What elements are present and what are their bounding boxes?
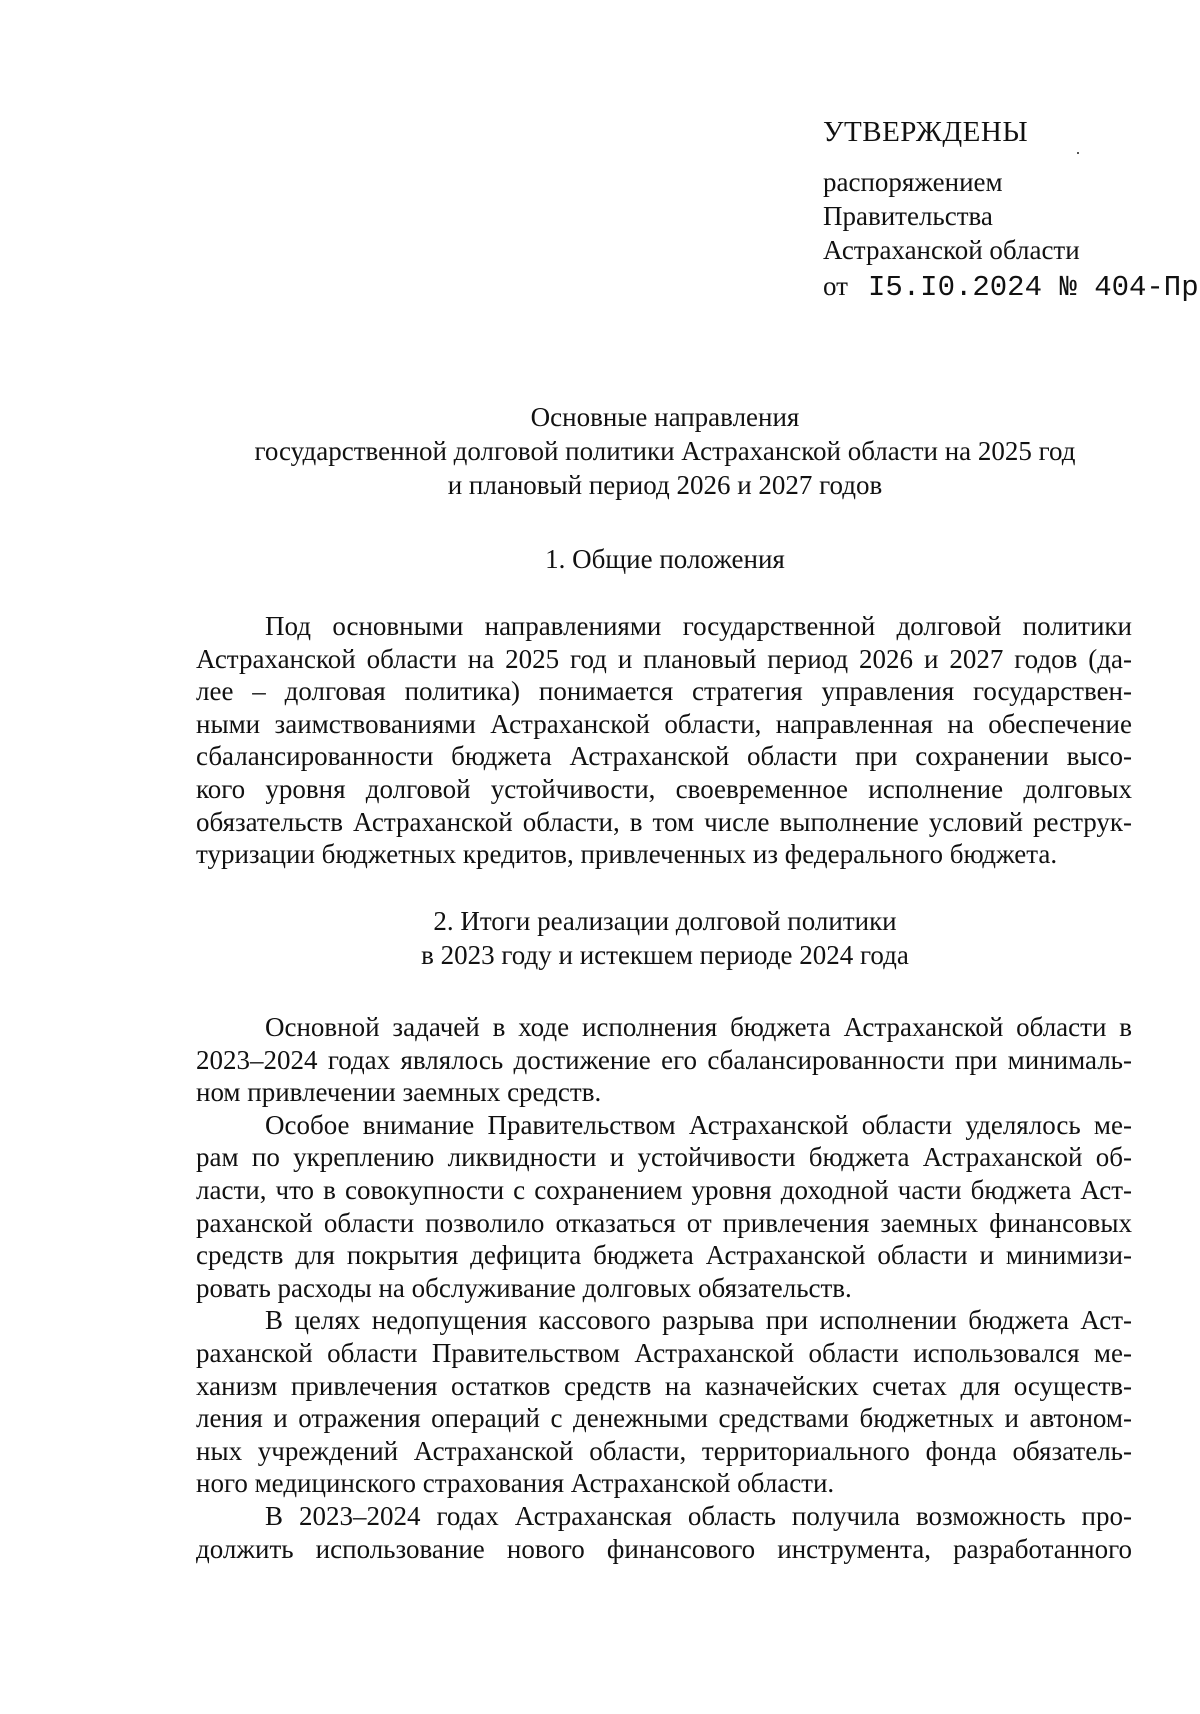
- paragraph-line: ления и отражения операций с денежными средствами бюджетных и автоном-: [196, 1403, 1132, 1434]
- heading-line: в 2023 году и истекшем периоде 2024 года: [421, 940, 909, 970]
- paragraph-line: ного медицинского страхования Астраханской области.: [196, 1468, 835, 1499]
- paragraph-line: Под основными направлениями государственной долговой политики: [265, 611, 1132, 641]
- paragraph-line: раханской области Правительством Астраханской области использовался ме-: [196, 1337, 1132, 1368]
- section-1-heading: 1. Общие положения: [545, 544, 785, 574]
- paragraph-line: ханизм привлечения остатков средств на казначейских счетах для осуществ-: [196, 1370, 1132, 1401]
- date-prefix: от: [823, 271, 848, 301]
- approval-date-row: [823, 269, 1199, 305]
- scan-speck: [1077, 152, 1079, 154]
- section-1-paragraph: [196, 610, 1132, 871]
- section-2-body: [196, 1011, 1132, 1565]
- approval-line: распоряжением: [823, 167, 1003, 197]
- paragraph-line: Астраханской области на 2025 год и плановый период 2026 и 2027 годов (да-: [196, 643, 1132, 674]
- paragraph-line: ласти, что в совокупности с сохранением уровня доходной части бюджета Аст-: [196, 1174, 1132, 1205]
- title-line: и плановый период 2026 и 2027 годов: [447, 470, 883, 500]
- paragraph-line: ными заимствованиями Астраханской области, направленная на обеспечение: [196, 708, 1132, 739]
- paragraph-line: 2023–2024 годах являлось достижение его сбалансированности при минималь-: [196, 1044, 1132, 1075]
- paragraph-line: раханской области позволило отказаться от привлечения заемных финансовых: [196, 1207, 1132, 1238]
- heading-line: 2. Итоги реализации долговой политики: [433, 906, 897, 936]
- paragraph-line: Особое внимание Правительством Астраханской области уделялось ме-: [265, 1109, 1132, 1140]
- paragraph-line: средств для покрытия дефицита бюджета Астраханской области и минимизи-: [196, 1240, 1132, 1271]
- approval-line: Правительства: [823, 201, 993, 231]
- paragraph-line: сбалансированности бюджета Астраханской области при сохранении высо-: [196, 741, 1132, 772]
- paragraph-line: лее – долговая политика) понимается стратегия управления государствен-: [196, 676, 1132, 707]
- paragraph-line: туризации бюджетных кредитов, привлеченных из федерального бюджета.: [196, 839, 1058, 870]
- paragraph-line: ных учреждений Астраханской области, территориального фонда обязатель-: [196, 1435, 1132, 1466]
- paragraph-line: ровать расходы на обслуживание долговых обязательств.: [196, 1272, 852, 1303]
- paragraph-line: В целях недопущения кассового разрыва при исполнении бюджета Аст-: [265, 1305, 1132, 1336]
- paragraph-line: рам по укреплению ликвидности и устойчивости бюджета Астраханской об-: [196, 1142, 1132, 1173]
- approval-heading: УТВЕРЖДЕНЫ: [823, 116, 1029, 148]
- title-line: Основные направления: [530, 402, 800, 432]
- approval-line: Астраханской области: [823, 235, 1080, 265]
- date-stamp: I5.I0.2024 № 404-Пр: [867, 271, 1199, 304]
- paragraph-line: должить использование нового финансового инструмента, разработанного: [196, 1533, 1132, 1564]
- paragraph-line: кого уровня долговой устойчивости, своевременное исполнение долговых: [196, 773, 1132, 804]
- paragraph-line: обязательств Астраханской области, в том числе выполнение условий реструк-: [196, 806, 1132, 837]
- title-line: государственной долговой политики Астраханской области на 2025 год: [254, 436, 1076, 466]
- paragraph-line: В 2023–2024 годах Астраханская область получила возможность про-: [265, 1500, 1132, 1531]
- paragraph-line: ном привлечении заемных средств.: [196, 1077, 602, 1108]
- document-title: [130, 400, 1200, 502]
- approval-block: [823, 115, 1199, 305]
- paragraph-line: Основной задачей в ходе исполнения бюджета Астраханской области в: [265, 1012, 1132, 1042]
- section-2-heading: [130, 904, 1200, 972]
